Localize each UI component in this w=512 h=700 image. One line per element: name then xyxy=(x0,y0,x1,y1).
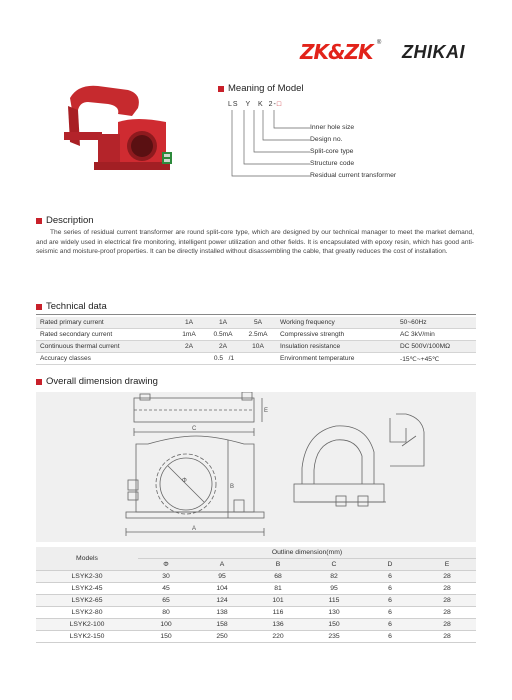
tech-cell: Rated secondary current xyxy=(36,329,172,341)
drawing-heading xyxy=(36,376,158,387)
cell: 28 xyxy=(418,631,476,643)
table-row xyxy=(36,583,476,595)
cell: 28 xyxy=(418,595,476,607)
tech-cell: AC 3kV/min xyxy=(396,329,476,341)
table-row xyxy=(36,631,476,643)
model-code-char: K xyxy=(258,101,264,108)
column-header: A xyxy=(194,559,250,571)
cell: 138 xyxy=(194,607,250,619)
tech-cell: 1A xyxy=(206,317,240,329)
model-meaning-heading-text: Meaning of Model xyxy=(228,83,304,94)
cell: LSYK2-45 xyxy=(36,583,138,595)
tech-cell: 2A xyxy=(172,341,206,353)
cell: 95 xyxy=(306,583,362,595)
drawing-heading-text: Overall dimension drawing xyxy=(46,376,158,387)
model-code-char: LS xyxy=(228,101,239,108)
column-header: Φ xyxy=(138,559,194,571)
model-code-char: 2 xyxy=(268,101,274,108)
tech-cell: 0.5 /1 xyxy=(172,353,276,365)
technical-heading xyxy=(36,301,107,312)
cell: 130 xyxy=(306,607,362,619)
table-row xyxy=(36,571,476,583)
column-header: C xyxy=(306,559,362,571)
tech-cell: 50~60Hz xyxy=(396,317,476,329)
cell: 115 xyxy=(306,595,362,607)
model-label-structure: Structure code xyxy=(310,160,355,167)
cell: 30 xyxy=(138,571,194,583)
column-header: E xyxy=(418,559,476,571)
registered-mark: ® xyxy=(376,40,382,46)
cell: 100 xyxy=(138,619,194,631)
tech-cell: Continuous thermal current xyxy=(36,341,172,353)
description-text: The series of residual current transformer are round split-core type, which are designed by our technical manager to meet the market demand, and are widely used in electrical fire monitoring, intelligent power utilization and other fields. It is encapsulated with epoxy resin, which has good anti-seismic and moisture-proof properties. It can be directly installed without disassembling the cable, that greatly reduces the cost of installation. xyxy=(36,229,474,256)
model-label-design-no: Design no. xyxy=(310,136,343,143)
technical-table xyxy=(36,317,476,365)
bullet-square-icon xyxy=(36,379,42,385)
table-row xyxy=(36,317,476,329)
tech-cell: Compressive strength xyxy=(276,329,396,341)
tech-cell: 1mA xyxy=(172,329,206,341)
dimension-table xyxy=(36,547,476,643)
bullet-square-icon xyxy=(36,218,42,224)
model-label-inner-hole: Inner hole size xyxy=(310,124,355,131)
dim-letter-phi: Φ xyxy=(182,478,187,484)
bullet-square-icon xyxy=(218,86,224,92)
table-row xyxy=(36,619,476,631)
tech-cell: 2.5mA xyxy=(240,329,276,341)
tech-cell: Insulation resistance xyxy=(276,341,396,353)
cell: 65 xyxy=(138,595,194,607)
tech-cell: Rated primary current xyxy=(36,317,172,329)
cell: 6 xyxy=(362,583,418,595)
dimension-drawing xyxy=(36,392,476,542)
description-heading xyxy=(36,215,94,226)
cell: 81 xyxy=(250,583,306,595)
table-header-row xyxy=(36,547,476,559)
cell: 6 xyxy=(362,571,418,583)
model-meaning-heading xyxy=(218,83,304,94)
table-row xyxy=(36,329,476,341)
table-row xyxy=(36,595,476,607)
column-header-models: Models xyxy=(36,547,138,571)
model-code-leader-lines xyxy=(230,108,310,180)
tech-cell: 10A xyxy=(240,341,276,353)
cell: 116 xyxy=(250,607,306,619)
table-row xyxy=(36,607,476,619)
model-code xyxy=(228,101,282,108)
bullet-square-icon xyxy=(36,304,42,310)
tech-cell: Environment temperature xyxy=(276,353,396,365)
brand-logo xyxy=(300,40,381,64)
dim-letter-b: B xyxy=(230,484,235,490)
cell: 68 xyxy=(250,571,306,583)
tech-cell: 2A xyxy=(206,341,240,353)
cell: 101 xyxy=(250,595,306,607)
cell: 28 xyxy=(418,607,476,619)
tech-cell: -15℃~+45℃ xyxy=(396,353,476,365)
tech-cell: DC 500V/100MΩ xyxy=(396,341,476,353)
tech-cell: 5A xyxy=(240,317,276,329)
brand-name: ZHIKAI xyxy=(402,42,465,62)
cell: 6 xyxy=(362,607,418,619)
tech-cell: Accuracy classes xyxy=(36,353,172,365)
dim-letter-c: C xyxy=(192,426,197,432)
cell: 250 xyxy=(194,631,250,643)
column-group-header: Outline dimension(mm) xyxy=(138,547,476,559)
tech-cell: 1A xyxy=(172,317,206,329)
column-header: D xyxy=(362,559,418,571)
cell: 45 xyxy=(138,583,194,595)
dim-letter-a: A xyxy=(192,526,197,532)
model-label-residual: Residual current transformer xyxy=(310,172,397,179)
description-heading-text: Description xyxy=(46,215,94,226)
cell: 28 xyxy=(418,619,476,631)
cell: 6 xyxy=(362,595,418,607)
dim-letter-e: E xyxy=(264,408,269,414)
cell: 104 xyxy=(194,583,250,595)
brand-logo-mark: ZK&ZK xyxy=(300,40,373,64)
tech-cell: 0.5mA xyxy=(206,329,240,341)
cell: 28 xyxy=(418,571,476,583)
table-row xyxy=(36,353,476,365)
cell: 220 xyxy=(250,631,306,643)
cell: 136 xyxy=(250,619,306,631)
product-image xyxy=(58,76,186,196)
cell: 6 xyxy=(362,631,418,643)
cell: 150 xyxy=(138,631,194,643)
cell: 235 xyxy=(306,631,362,643)
column-header: B xyxy=(250,559,306,571)
cell: 82 xyxy=(306,571,362,583)
technical-table-rule xyxy=(36,314,476,315)
cell: 158 xyxy=(194,619,250,631)
model-label-split-core: Split-core type xyxy=(310,148,354,155)
cell: 28 xyxy=(418,583,476,595)
cell: LSYK2-30 xyxy=(36,571,138,583)
cell: LSYK2-80 xyxy=(36,607,138,619)
tech-cell: Working frequency xyxy=(276,317,396,329)
cell: 6 xyxy=(362,619,418,631)
model-code-char: - xyxy=(273,101,277,108)
cell: LSYK2-150 xyxy=(36,631,138,643)
cell: LSYK2-65 xyxy=(36,595,138,607)
cell: 150 xyxy=(306,619,362,631)
table-row xyxy=(36,341,476,353)
cell: LSYK2-100 xyxy=(36,619,138,631)
model-code-char: □ xyxy=(276,101,283,108)
cell: 124 xyxy=(194,595,250,607)
model-code-char: Y xyxy=(245,101,252,108)
cell: 80 xyxy=(138,607,194,619)
cell: 95 xyxy=(194,571,250,583)
technical-heading-text: Technical data xyxy=(46,301,107,312)
